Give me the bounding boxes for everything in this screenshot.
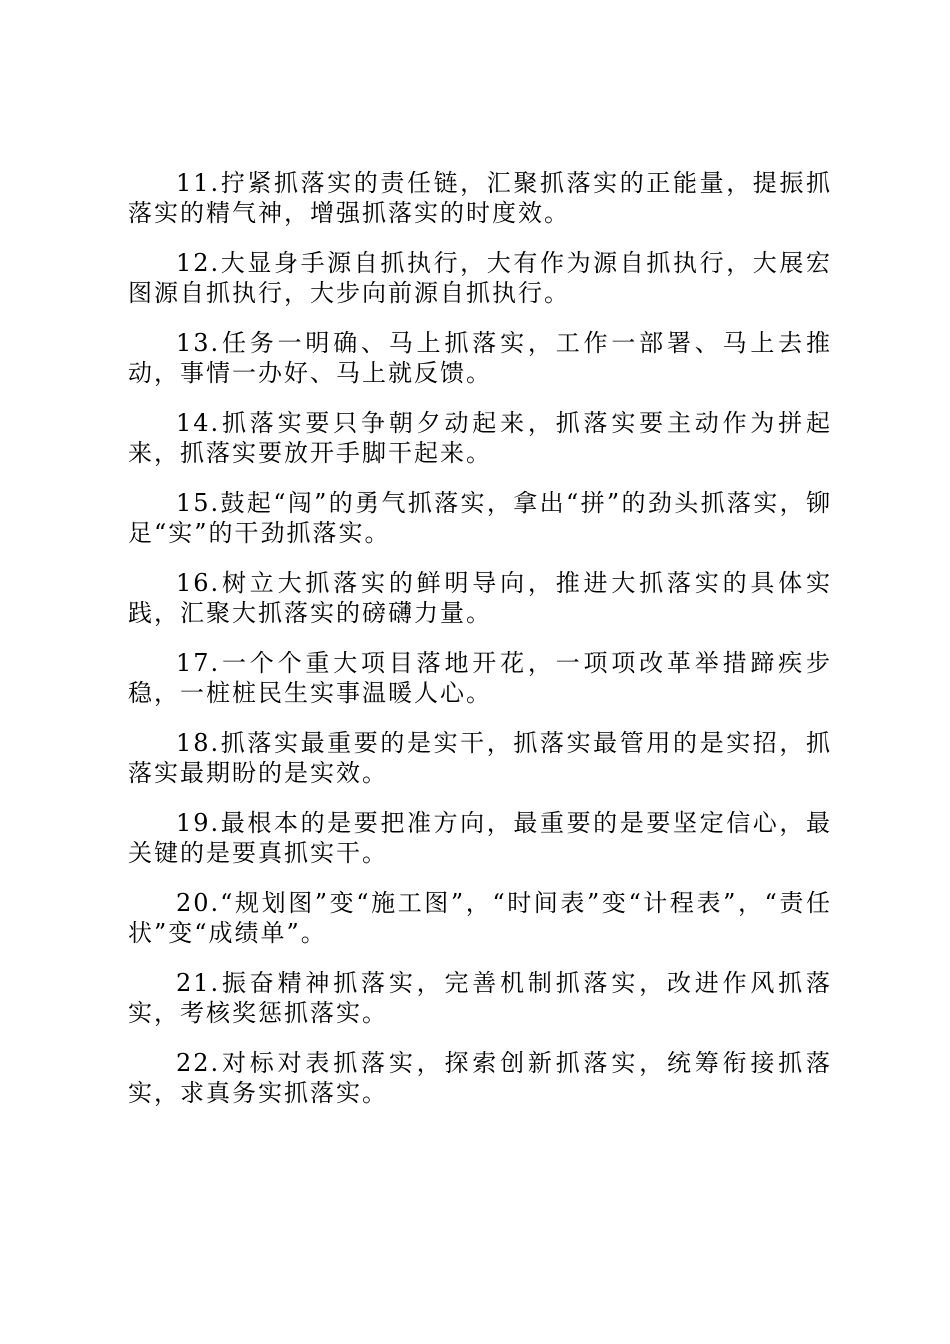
list-item: 13.任务一明确、马上抓落实，工作一部署、马上去推动，事情一办好、马上就反馈。 [128, 329, 832, 387]
document-body [128, 168, 832, 1128]
list-item: 11.拧紧抓落实的责任链，汇聚抓落实的正能量，提振抓落实的精气神，增强抓落实的时度效。 [128, 169, 832, 227]
list-item: 21.振奋精神抓落实，完善机制抓落实，改进作风抓落实，考核奖惩抓落实。 [128, 969, 832, 1027]
list-item: 16.树立大抓落实的鲜明导向，推进大抓落实的具体实践，汇聚大抓落实的磅礴力量。 [128, 569, 832, 627]
list-item: 14.抓落实要只争朝夕动起来，抓落实要主动作为拼起来，抓落实要放开手脚干起来。 [128, 409, 832, 467]
list-item: 17.一个个重大项目落地开花，一项项改革举措蹄疾步稳，一桩桩民生实事温暖人心。 [128, 649, 832, 707]
list-item: 12.大显身手源自抓执行，大有作为源自抓执行，大展宏图源自抓执行，大步向前源自抓执行。 [128, 249, 832, 307]
list-item: 18.抓落实最重要的是实干，抓落实最管用的是实招，抓落实最期盼的是实效。 [128, 729, 832, 787]
list-item: 15.鼓起“闯”的勇气抓落实，拿出“拼”的劲头抓落实，铆足“实”的干劲抓落实。 [128, 489, 832, 547]
list-item: 22.对标对表抓落实，探索创新抓落实，统筹衔接抓落实，求真务实抓落实。 [128, 1049, 832, 1107]
list-item: 19.最根本的是要把准方向，最重要的是要坚定信心，最关键的是要真抓实干。 [128, 809, 832, 867]
list-item: 20.“规划图”变“施工图”，“时间表”变“计程表”，“责任状”变“成绩单”。 [128, 889, 832, 947]
